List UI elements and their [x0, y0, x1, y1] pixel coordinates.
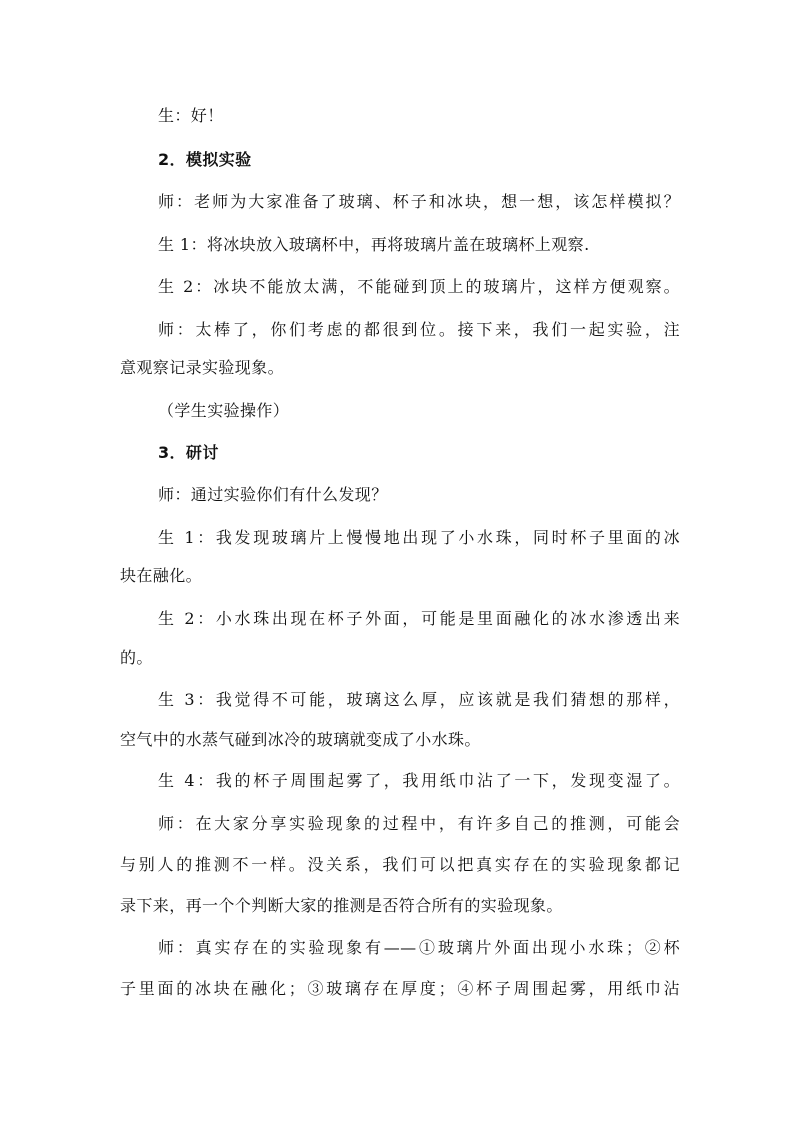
text-line-student-1: 生 1：将冰块放入玻璃杯中，再将玻璃片盖在玻璃杯上观察.	[158, 235, 590, 254]
text-line-student-1-finding-cont: 块在融化。	[120, 566, 203, 585]
text-line-teacher-discovery: 师：通过实验你们有什么发现？	[158, 485, 388, 504]
text-line-teacher-phenomena-cont: 子里面的冰块在融化；③玻璃存在厚度；④杯子周围起雾，用纸巾沾	[120, 979, 680, 998]
section-heading-simulation: 2．模拟实验	[158, 150, 252, 169]
section-heading-discussion: 3．研讨	[158, 443, 219, 462]
text-line-student-1-finding: 生 1：我发现玻璃片上慢慢地出现了小水珠，同时杯子里面的冰	[158, 528, 680, 547]
text-line-student-3-finding: 生 3：我觉得不可能，玻璃这么厚，应该就是我们猜想的那样，	[158, 690, 680, 709]
text-line-teacher-summary: 师：在大家分享实验现象的过程中，有许多自己的推测，可能会	[158, 814, 680, 833]
text-line-teacher-summary-cont-2: 录下来，再一个个判断大家的推测是否符合所有的实验现象。	[120, 896, 563, 915]
text-line-student-4-finding: 生 4：我的杯子周围起雾了，我用纸巾沾了一下，发现变湿了。	[158, 771, 680, 790]
text-line-student-operation: （学生实验操作）	[158, 401, 290, 420]
text-line-teacher-question: 师：老师为大家准备了玻璃、杯子和冰块，想一想，该怎样模拟？	[158, 192, 680, 211]
text-line-student-2-finding: 生 2：小水珠出现在杯子外面，可能是里面融化的冰水渗透出来	[158, 609, 680, 628]
text-line-teacher-praise-cont: 意观察记录实验现象。	[120, 358, 285, 377]
text-line-student-reply: 生：好！	[158, 106, 224, 125]
text-line-student-3-finding-cont: 空气中的水蒸气碰到冰冷的玻璃就变成了小水珠。	[120, 730, 481, 749]
text-line-student-2: 生 2：冰块不能放太满，不能碰到顶上的玻璃片，这样方便观察。	[158, 277, 680, 296]
text-line-teacher-phenomena: 师：真实存在的实验现象有——①玻璃片外面出现小水珠；②杯	[158, 938, 680, 957]
text-line-student-2-finding-cont: 的。	[120, 648, 153, 667]
text-line-teacher-praise: 师：太棒了，你们考虑的都很到位。接下来，我们一起实验，注	[158, 320, 680, 339]
text-line-teacher-summary-cont-1: 与别人的推测不一样。没关系，我们可以把真实存在的实验现象都记	[120, 855, 680, 874]
